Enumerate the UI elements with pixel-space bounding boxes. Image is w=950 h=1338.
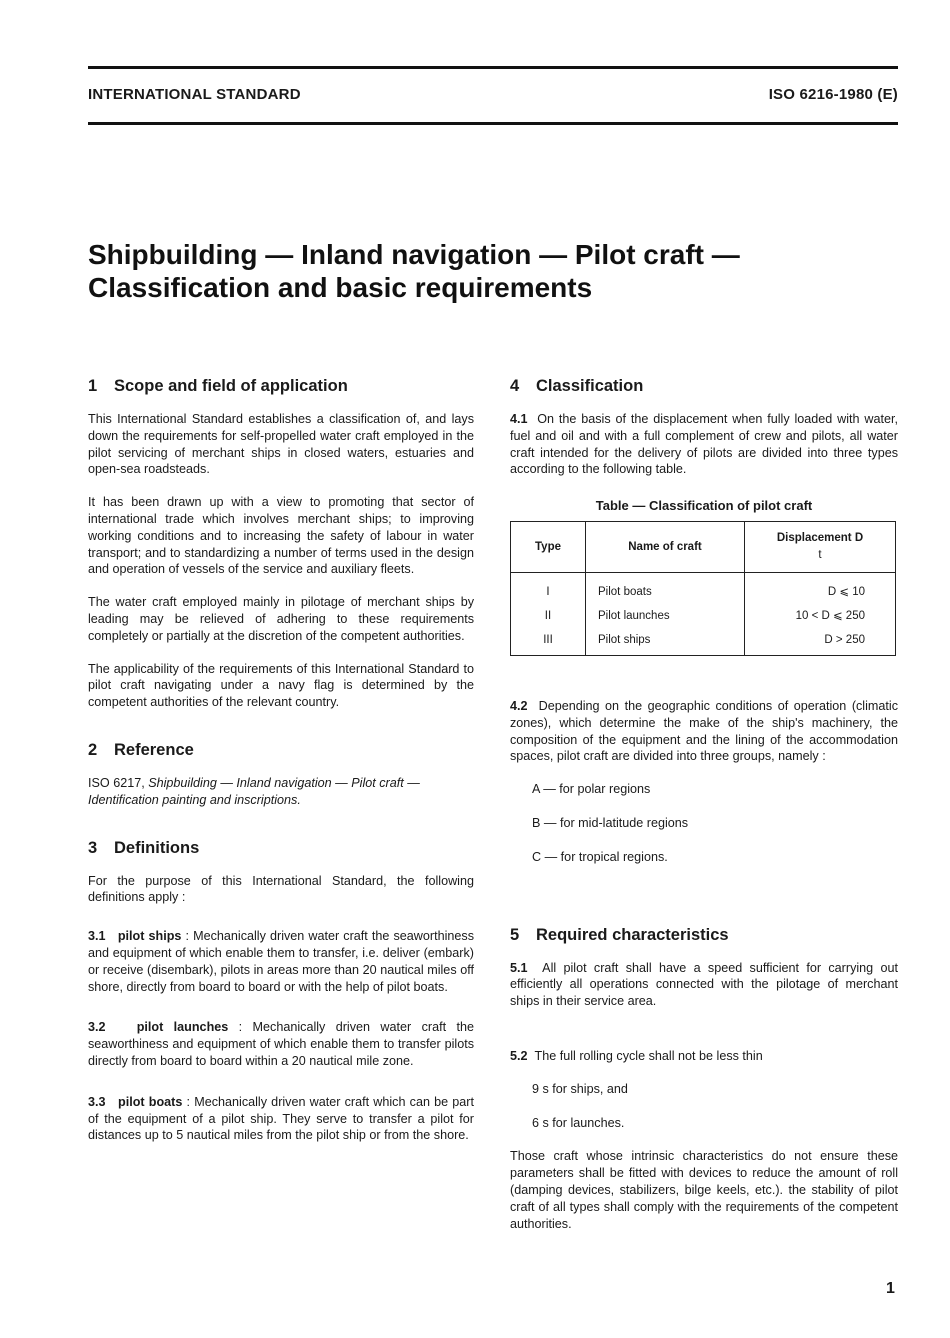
section-4-heading: 4 Classification	[510, 377, 644, 395]
clause-5-2	[510, 1048, 898, 1065]
section-2-heading: 2 Reference	[88, 740, 194, 759]
definition-text: Mechanically driven water craft the seaworthiness and equipment of which enable them to transfer pilots directly from board to board within a 20 nautical mile zone.	[88, 1020, 475, 1068]
definition-number: 3.1	[88, 929, 106, 944]
section-3-heading: 3 Definitions	[88, 838, 200, 857]
document-title	[88, 238, 898, 304]
cell-displacement: D ⩽ 10	[745, 572, 896, 604]
col-header-type: Type	[511, 521, 586, 572]
group-list	[510, 781, 898, 865]
table-caption: Table — Classification of pilot craft	[595, 498, 813, 514]
table-row	[511, 604, 896, 628]
cell-name: Pilot ships	[586, 628, 745, 656]
s1-paragraph-3: The water craft employed mainly in pilotage of merchant ships by leading may be relieved of adhering to these requirements completely or partially at the discretion of the competent authorities.	[88, 595, 474, 643]
cell-displacement: 10 < D ⩽ 250	[745, 604, 896, 628]
cell-name: Pilot boats	[586, 572, 745, 604]
col-header-name: Name of craft	[586, 521, 745, 572]
page-number: 1	[886, 1280, 895, 1297]
displacement-label: Displacement D	[776, 532, 864, 545]
s1-paragraph-1: This International Standard establishes a classification of, and lays down the requirements for self-propelled water craft employed in the pilot servicing of merchant ships in closed waters, estuaries and open-sea roadsteads.	[88, 412, 474, 477]
clause-number: 4.1	[510, 412, 528, 426]
classification-table	[510, 521, 896, 656]
header-right: ISO 6216-1980 (E)	[768, 86, 898, 103]
cell-type: III	[511, 628, 586, 656]
definition-term: pilot launches	[136, 1020, 229, 1035]
s2-reference	[88, 775, 474, 809]
list-item: 6 s for launches.	[532, 1115, 625, 1130]
clause-4-1	[510, 411, 898, 478]
title-line-1: Shipbuilding — Inland navigation — Pilot craft —	[88, 239, 740, 270]
clause-number: 4.2	[510, 698, 528, 713]
clause-text: All pilot craft shall have a speed sufficient for carrying out efficiently all operations connected with the pilotage of merchant ships in their service area.	[510, 960, 899, 1009]
cell-type: II	[511, 604, 586, 628]
clause-number: 5.2	[510, 1048, 528, 1063]
title-line-2: Classification and basic requirements	[88, 272, 593, 303]
right-column	[510, 375, 898, 1232]
definition-text: Mechanically driven water craft the seaworthiness and equipment of which enable them to transfer, i.e. deliver (embark) or receive (disembark), pilots in areas more than 20 nautical miles off shore, directly from board to board or with the help of pilot boats.	[88, 929, 475, 994]
definition-text: Mechanically driven water craft which can be part of the equipment of a pilot ship. They serve to transfer a pilot for distances up to 5 nautical miles from the pilot ship or from the shore.	[88, 1094, 475, 1143]
header-bottom-rule	[88, 122, 898, 125]
table-row	[511, 572, 896, 604]
s1-paragraph-2: It has been drawn up with a view to promoting that sector of international trade which involves merchant ships; to improving working conditions and to increasing the safety of labour in water transport; and to standardizing a number of terms used in the design and operation of vessels of the service and auxiliary fleets.	[88, 495, 474, 577]
definition-term: pilot boats	[118, 1094, 183, 1109]
table-row	[511, 628, 896, 656]
definition-3-1: 3.1 pilot ships : Mechanically driven water craft the seaworthiness and equipment of which enable them to transfer, i.e. deliver (embark) or receive (disembark), pilots in areas more than 20 nautical miles off shore, directly from board to board or with the help of pilot boats.	[88, 929, 475, 994]
clause-5-2-paragraph: Those craft whose intrinsic characteristics do not ensure these parameters shall be fitted with devices to reduce the amount of roll (damping devices, stabilizers, bilge keels, etc.). the stability of pilot craft of all types shall comply with the requirements of the competent authorities.	[510, 1149, 898, 1231]
cell-displacement: D > 250	[745, 628, 896, 656]
clause-text: Depending on the geographic conditions of operation (climatic zones), which determine the make of the ship's machinery, the composition of the equipment and the lining of the accommodation spaces, pilot craft are divided into three groups, namely :	[510, 698, 898, 764]
s1-paragraph-4: The applicability of the requirements of this International Standard to pilot craft navigating under a navy flag is determined by the competent authorities of the relevant country.	[88, 661, 474, 710]
cell-type: I	[511, 572, 586, 604]
definition-3-2: 3.2 pilot launches : Mechanically driven water craft the seaworthiness and equipment of which enable them to transfer pilots directly from board to board within a 20 nautical mile zone.	[88, 1020, 475, 1068]
reference-title: Shipbuilding — Inland navigation — Pilot craft — Identification painting and inscriptions.	[88, 775, 420, 807]
list-item: A — for polar regions	[532, 782, 651, 797]
displacement-unit: t	[818, 548, 822, 561]
definition-number: 3.2	[88, 1020, 106, 1035]
list-item: B — for mid-latitude regions	[532, 815, 689, 830]
cycle-list	[510, 1081, 898, 1132]
reference-code: ISO 6217,	[88, 775, 145, 790]
header-top-rule	[88, 66, 898, 69]
list-item: 9 s for ships, and	[532, 1081, 628, 1096]
clause-4-2	[510, 698, 898, 765]
list-item: C — for tropical regions.	[532, 849, 668, 864]
clause-text: On the basis of the displacement when fully loaded with water, fuel and oil and with a full complement of crew and pilots, all water craft intended for the delivery of pilots are divided into three types according to the following table.	[510, 412, 899, 477]
definition-3-3: 3.3 pilot boats : Mechanically driven water craft which can be part of the equipment of a pilot ship. They serve to transfer a pilot for distances up to 5 nautical miles from the pilot ship or from the shore.	[88, 1094, 475, 1143]
header-left: INTERNATIONAL STANDARD	[88, 86, 301, 103]
section-5-heading: 5 Required characteristics	[510, 925, 729, 944]
s3-intro: For the purpose of this International Standard, the following definitions apply :	[88, 873, 474, 905]
clause-number: 5.1	[510, 960, 528, 975]
clause-text: The full rolling cycle shall not be less thin	[534, 1048, 763, 1063]
definition-number: 3.3	[88, 1094, 106, 1109]
cell-name: Pilot launches	[586, 604, 745, 628]
left-column	[88, 375, 474, 1144]
clause-5-1	[510, 960, 898, 1010]
definition-term: pilot ships	[117, 929, 182, 944]
section-1-heading: 1 Scope and field of application	[88, 377, 348, 395]
col-header-displacement	[745, 521, 896, 572]
